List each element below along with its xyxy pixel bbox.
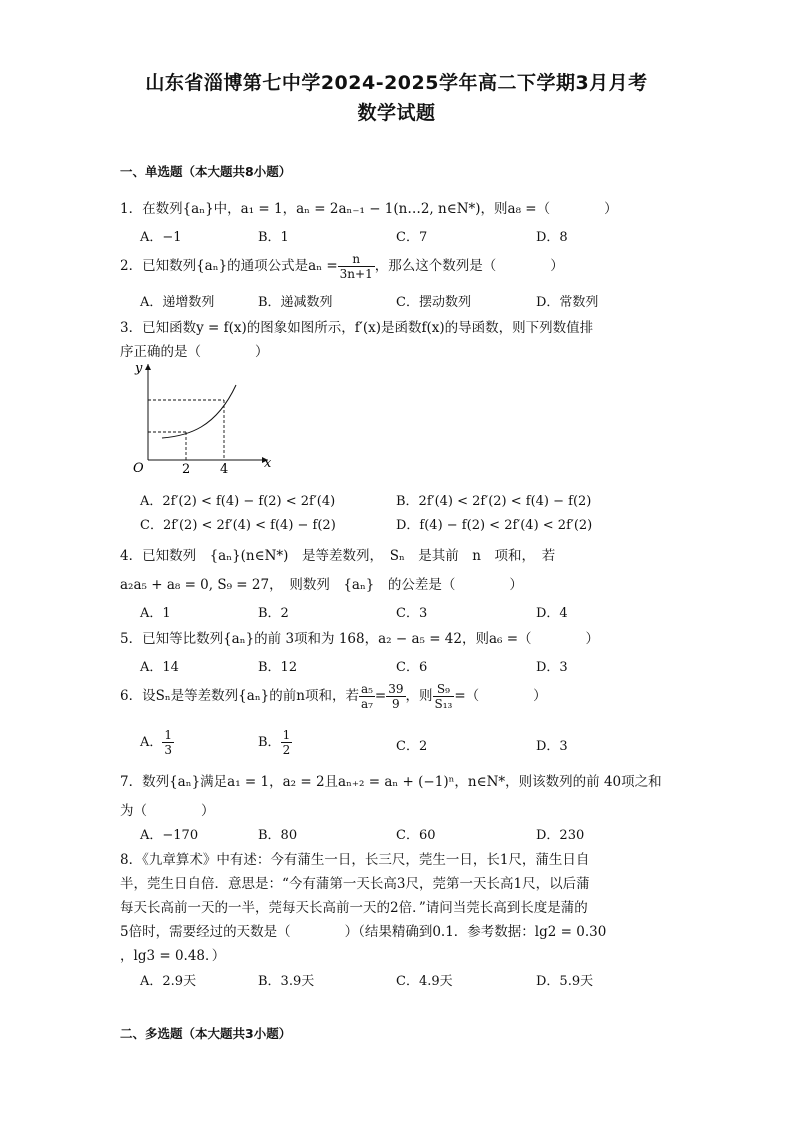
q6-fraction-1-den: a₇	[360, 697, 373, 711]
question-8-line-1: 8．《九章算术》中有述：今有蒲生一日，长三尺，莞生一日，长1尺，蒲生日自	[120, 852, 590, 868]
section-heading-multi-choice: 二、多选题（本大题共3小题）	[120, 1026, 292, 1041]
q3-option-a: A．2f′(2) < f(4) − f(2) < 2f′(4)	[140, 494, 336, 509]
q2-option-b: B．递减数列	[258, 295, 333, 310]
q2-text-post: ，那么这个数列是（ ）	[374, 258, 564, 274]
q6-fraction-2	[386, 682, 405, 711]
q3-option-b: B．2f′(4) < 2f′(2) < f(4) − f(2)	[396, 494, 592, 509]
q2-fraction-den: 3n+1	[339, 267, 373, 281]
question-2	[120, 252, 564, 281]
q6-fraction-1-num: a₅	[360, 682, 373, 696]
q5-option-d: D．3	[536, 660, 568, 675]
q2-fraction	[338, 252, 375, 281]
q4-option-a: A．1	[140, 606, 171, 621]
q2-text-pre: 2．已知数列{aₙ}的通项公式是aₙ =	[120, 258, 338, 274]
q2-option-a: A．递增数列	[140, 295, 215, 310]
question-8-line-3: 每天长高前一天的一半，莞每天长高前一天的2倍．”请问当莞长高到长度是蒲的	[120, 900, 588, 916]
q6-text-mid: ，则	[405, 688, 433, 704]
question-8-line-5: ，lg3 = 0.48．）	[120, 948, 226, 964]
question-4-line-1: 4．已知数列 {aₙ}(n∈N*) 是等差数列， Sₙ 是其前 n 项和， 若	[120, 548, 556, 564]
origin-label: O	[133, 461, 144, 475]
q6-option-a-fraction	[162, 728, 174, 757]
q6-option-b	[258, 728, 292, 757]
q1-option-b: B．1	[258, 230, 289, 245]
q5-option-a: A．14	[140, 660, 179, 675]
q8-option-b: B．3.9天	[258, 974, 315, 989]
q5-option-c: C．6	[396, 660, 428, 675]
tick-label-4: 4	[220, 462, 229, 475]
q2-option-c: C．摆动数列	[396, 295, 471, 310]
q3-function-graph	[118, 360, 278, 475]
q6-option-a-label: A．	[140, 735, 163, 750]
question-8-line-4: 5倍时，需要经过的天数是（ ）（结果精确到0.1．参考数据：lg2 = 0.30	[120, 924, 607, 940]
q3-option-c: C．2f′(2) < 2f′(4) < f(4) − f(2)	[140, 518, 336, 533]
question-3-line-1: 3．已知函数y = f(x)的图象如图所示，f′(x)是函数f(x)的导函数，则下列数值排	[120, 320, 594, 336]
q5-option-b: B．12	[258, 660, 298, 675]
page-title: 山东省淄博第七中学2024-2025学年高二下学期3月月考	[145, 72, 648, 94]
q6-fraction-3-num: S₉	[433, 682, 455, 697]
question-8-line-2: 半，莞生日自倍．意思是：“今有蒲第一天长高3尺，莞第一天长高1尺，以后蒲	[120, 876, 590, 892]
q6-option-b-fraction	[281, 728, 293, 757]
y-axis-label: y	[135, 361, 143, 376]
tick-label-2: 2	[182, 462, 191, 475]
q7-option-c: C．60	[396, 828, 436, 843]
section-heading-single-choice: 一、单选题（本大题共8小题）	[120, 164, 292, 179]
q8-option-a: A．2.9天	[140, 974, 197, 989]
q6-text-post: =（ ）	[454, 688, 547, 704]
q7-option-a: A．−170	[140, 828, 199, 843]
page-subtitle: 数学试题	[357, 102, 436, 124]
q6-option-b-den: 2	[282, 743, 291, 757]
q7-option-d: D．230	[536, 828, 585, 843]
function-curve	[162, 385, 236, 438]
q2-option-d: D．常数列	[536, 295, 599, 310]
q4-option-b: B．2	[258, 606, 289, 621]
question-1: 1．在数列{aₙ}中，a₁ = 1，aₙ = 2aₙ₋₁ − 1(n…2, n∈N*)，则a₈ =（ ）	[120, 201, 618, 217]
q1-option-d: D．8	[536, 230, 568, 245]
q6-option-b-label: B．	[258, 735, 281, 750]
q1-option-c: C．7	[396, 230, 428, 245]
question-6	[120, 682, 547, 711]
q7-option-b: B．80	[258, 828, 298, 843]
q4-option-c: C．3	[396, 606, 428, 621]
x-axis-label: x	[264, 456, 272, 471]
q6-fraction-2-den: 9	[392, 697, 400, 711]
q6-option-b-num: 1	[282, 728, 291, 742]
q6-option-a	[140, 728, 174, 757]
q6-fraction-3	[433, 682, 455, 711]
q2-fraction-num: n	[338, 252, 375, 267]
q6-fraction-1	[359, 682, 375, 711]
y-axis-arrow	[145, 364, 151, 370]
q6-option-a-den: 3	[164, 743, 173, 757]
q6-option-a-num: 1	[164, 728, 173, 742]
q6-option-c: C．2	[396, 739, 428, 754]
q8-option-c: C．4.9天	[396, 974, 453, 989]
q6-fraction-3-den: S₁₃	[434, 697, 453, 711]
question-7-line-2: 为（ ）	[120, 803, 215, 819]
question-7-line-1: 7．数列{aₙ}满足a₁ = 1，a₂ = 2且aₙ₊₂ = aₙ + (−1)ⁿ，n∈N*，则该数列的前 40项之和	[120, 774, 662, 790]
q6-text-pre: 6．设Sₙ是等差数列{aₙ}的前n项和，若	[120, 688, 359, 704]
q1-option-a: A．−1	[140, 230, 182, 245]
q6-fraction-2-num: 39	[388, 682, 404, 696]
q8-option-d: D．5.9天	[536, 974, 594, 989]
q6-equals: =	[374, 688, 387, 704]
q4-option-d: D．4	[536, 606, 568, 621]
question-4-line-2: a₂a₅ + a₈ = 0, S₉ = 27， 则数列 {aₙ} 的公差是（ ）	[120, 577, 523, 593]
question-3-line-2: 序正确的是（ ）	[120, 344, 269, 360]
q6-option-d: D．3	[536, 739, 568, 754]
question-5: 5．已知等比数列{aₙ}的前 3项和为 168，a₂ − a₅ = 42，则a₆ =（ ）	[120, 631, 600, 647]
q3-option-d: D．f(4) − f(2) < 2f′(4) < 2f′(2)	[396, 518, 593, 533]
